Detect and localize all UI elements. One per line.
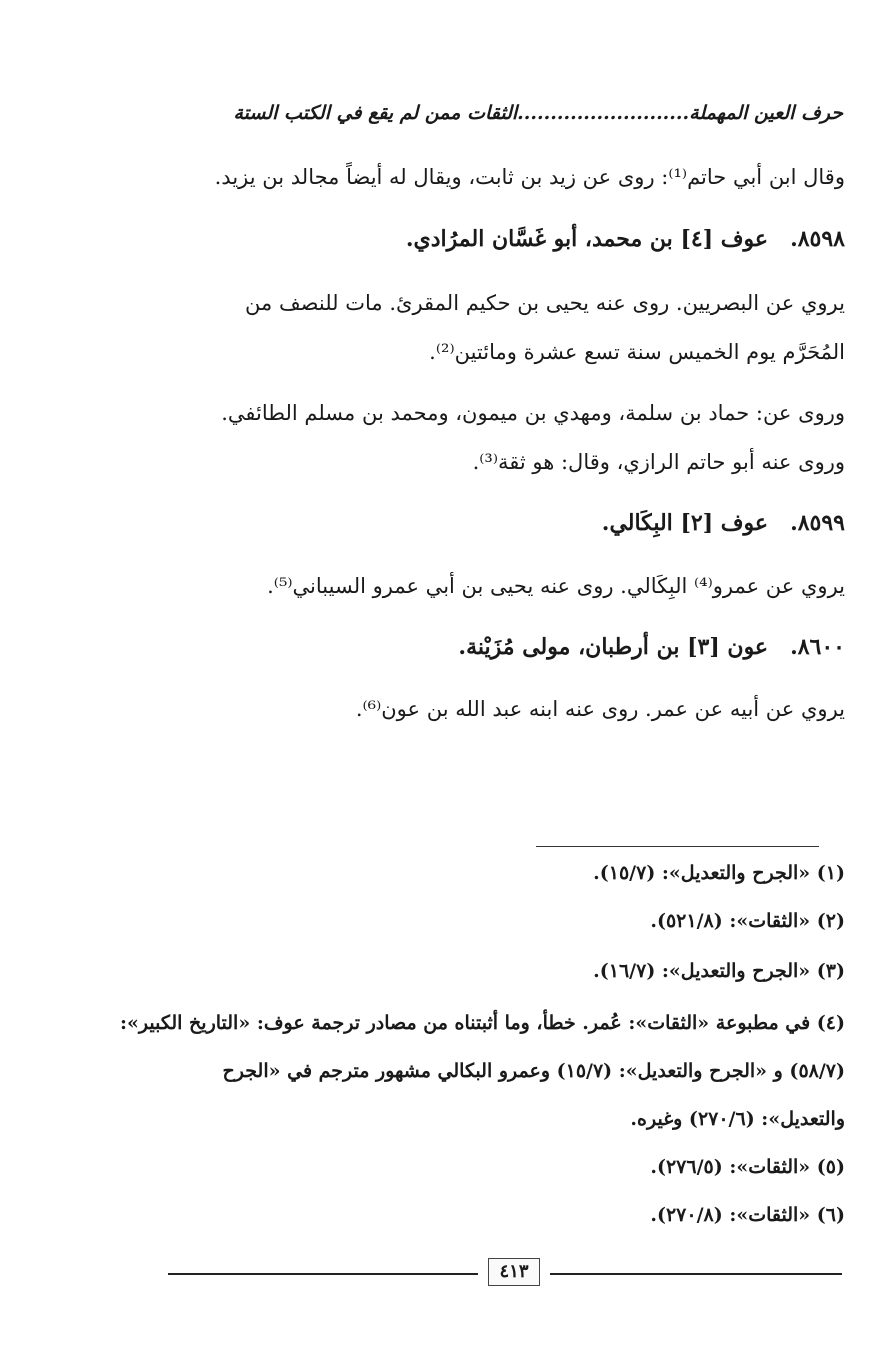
footer-rule-right	[550, 1273, 842, 1275]
entry-number: ٨٦٠٠.	[790, 634, 845, 660]
footnote-divider	[536, 846, 819, 847]
paragraph-line: يروي عن عمرو⁽⁴⁾ البِكَالي. روى عنه يحيى بن أبي عمرو السيباني⁽⁵⁾.	[267, 574, 845, 598]
page-number-text: ٤١٣	[488, 1258, 539, 1286]
running-header-text: حرف العين المهملة..........................الثقات ممن لم يقع في الكتب الستة	[233, 102, 843, 124]
entry-number: ٨٥٩٨.	[790, 226, 845, 252]
paragraph-line: وروى عنه أبو حاتم الرازي، وقال: هو ثقة⁽³⁾.	[472, 450, 845, 474]
footnote-6: (٦) «الثقات»: (٢٧٠/٨).	[650, 1204, 845, 1226]
entry-title: عوف [٤] بن محمد، أبو غَسَّان المرُادي.	[405, 226, 769, 252]
entry-heading-8598	[406, 226, 845, 252]
paragraph-line: وروى عن: حماد بن سلمة، ومهدي بن ميمون، ومحمد بن مسلم الطائفي.	[221, 401, 845, 425]
paragraph-line: المُحَرَّم يوم الخميس سنة تسع عشرة ومائتين⁽²⁾.	[429, 340, 845, 364]
footer-rule-left	[168, 1273, 478, 1275]
footnote-3: (٣) «الجرح والتعديل»: (١٦/٧).	[593, 960, 845, 982]
entry-title: عوف [٢] البِكَالي.	[601, 510, 769, 536]
page-number	[478, 1258, 550, 1292]
entry-number: ٨٥٩٩.	[790, 510, 845, 536]
footnote-2: (٢) «الثقات»: (٥٢١/٨).	[650, 910, 845, 932]
paragraph-line: يروي عن أبيه عن عمر. روى عنه ابنه عبد الله بن عون⁽⁶⁾.	[355, 697, 845, 721]
paragraph-line: يروي عن البصريين. روى عنه يحيى بن حكيم المقرئ. مات للنصف من	[245, 291, 845, 315]
entry-heading-8600	[458, 634, 845, 660]
footnote-4-line-2: (٥٨/٧) و «الجرح والتعديل»: (١٥/٧) وعمرو البكالي مشهور مترجم في «الجرح	[222, 1060, 845, 1082]
paragraph-line: وقال ابن أبي حاتم⁽¹⁾: روى عن زيد بن ثابت، ويقال له أيضاً مجالد بن يزيد.	[214, 165, 845, 189]
footnote-5: (٥) «الثقات»: (٢٧٦/٥).	[650, 1156, 845, 1178]
running-header	[193, 102, 843, 124]
footnote-1: (١) «الجرح والتعديل»: (١٥/٧).	[593, 862, 845, 884]
entry-title: عون [٣] بن أرطبان، مولى مُزَيْنة.	[458, 634, 769, 660]
footnote-4-line-3: والتعديل»: (٢٧٠/٦) وغيره.	[630, 1108, 845, 1130]
entry-heading-8599	[602, 510, 845, 536]
footnote-4-line-1: (٤) في مطبوعة «الثقات»: عُمر. خطأ، وما أثبتناه من مصادر ترجمة عوف: «التاريخ الكبير»:	[120, 1012, 845, 1034]
